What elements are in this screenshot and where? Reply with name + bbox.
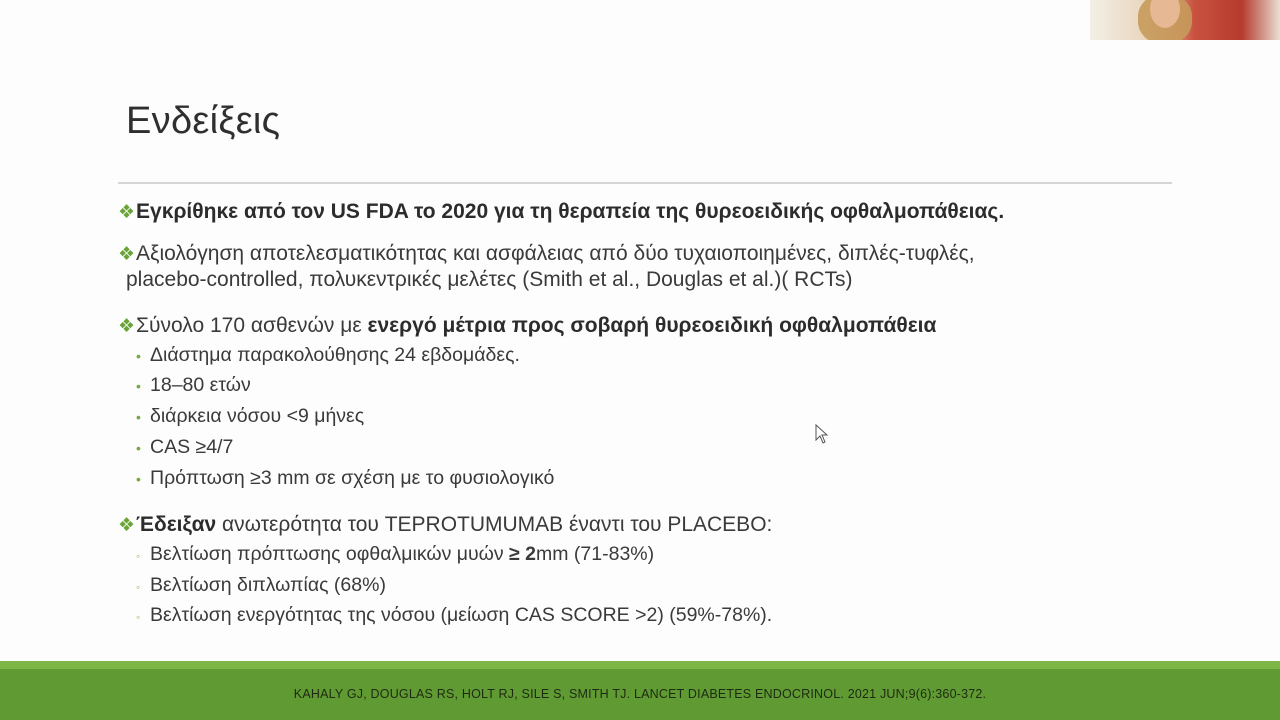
bullet-diamond-icon: ❖	[118, 202, 136, 223]
title-divider	[118, 182, 1172, 184]
dot-icon: •	[136, 378, 141, 394]
bullet-text-line1: Αξιολόγηση αποτελεσματικότητας και ασφάλειας από δύο τυχαιοποιημένες, διπλές-τυφλές,	[136, 242, 975, 265]
bullet-text: ανωτερότητα του TEPROTUMUMAB έναντι του PLACEBO:	[216, 513, 773, 536]
sub-item-text: 18–80 ετών	[150, 374, 251, 396]
bullet-diamond-icon: ❖	[118, 515, 136, 536]
bullet-results	[118, 512, 772, 538]
sub-item	[136, 343, 520, 368]
sub-item-text: διάρκεια νόσου <9 μήνες	[150, 405, 365, 427]
footer-citation: KAHALY GJ, DOUGLAS RS, HOLT RJ, SILE S, SMITH TJ. LANCET DIABETES ENDOCRINOL. 2021 JUN;9(6):360-372.	[293, 687, 987, 701]
sub-item-text: Πρόπτωση ≥3 mm σε σχέση με το φυσιολογικό	[150, 467, 555, 489]
sub-item	[136, 603, 772, 629]
sub-item	[136, 542, 654, 568]
dot-icon: •	[136, 471, 141, 487]
bullet-diamond-icon: ❖	[118, 244, 136, 265]
sub-item-text: Βελτίωση πρόπτωσης οφθαλμικών μυών	[150, 543, 510, 565]
sub-item	[136, 466, 554, 491]
sub-item-text: mm (71-83%)	[536, 543, 655, 565]
bullet-text-bold: Εγκρίθηκε από τον US FDA το 2020 για τη θεραπεία της θυρεοειδικής οφθαλμοπάθειας.	[136, 200, 1005, 223]
sub-item-text: Βελτίωση ενεργότητας της νόσου (μείωση CAS SCORE >2) (59%-78%).	[150, 604, 773, 626]
bullet-patients	[118, 313, 936, 339]
bullet-text: Σύνολο 170 ασθενών με	[136, 314, 368, 337]
ring-icon: ◦	[136, 610, 141, 624]
bullet-fda-approval	[118, 199, 1004, 225]
sub-item-text: Διάστημα παρακολούθησης 24 εβδομάδες.	[150, 344, 520, 366]
sub-item	[136, 573, 386, 599]
dot-icon: •	[136, 440, 141, 456]
sub-item	[136, 435, 233, 460]
footer-accent-bar	[0, 661, 1280, 669]
slide-title: Ενδείξεις	[126, 100, 281, 142]
bullet-text-bold: ενεργό μέτρια προς σοβαρή θυρεοειδική οφθαλμοπάθεια	[367, 314, 937, 337]
dot-icon: •	[136, 409, 141, 425]
sub-item	[136, 373, 251, 398]
bullet-evaluation	[118, 241, 975, 267]
bullet-evaluation-continued	[126, 267, 853, 292]
sub-item-text-bold: ≥ 2	[509, 543, 537, 565]
sub-item-text: Βελτίωση διπλωπίας (68%)	[150, 574, 386, 596]
dot-icon: •	[136, 348, 141, 364]
sub-item	[136, 404, 364, 429]
bullet-text-line2: placebo-controlled, πολυκεντρικές μελέτες (Smith et al., Douglas et al.)( RCTs)	[126, 268, 853, 291]
ring-icon: ◦	[136, 580, 141, 594]
bullet-text-bold: Έδειξαν	[136, 513, 217, 536]
presenter-webcam-thumbnail	[1090, 0, 1280, 40]
ring-icon: ◦	[136, 549, 141, 563]
sub-item-text: CAS ≥4/7	[150, 436, 234, 458]
bullet-diamond-icon: ❖	[118, 316, 136, 337]
